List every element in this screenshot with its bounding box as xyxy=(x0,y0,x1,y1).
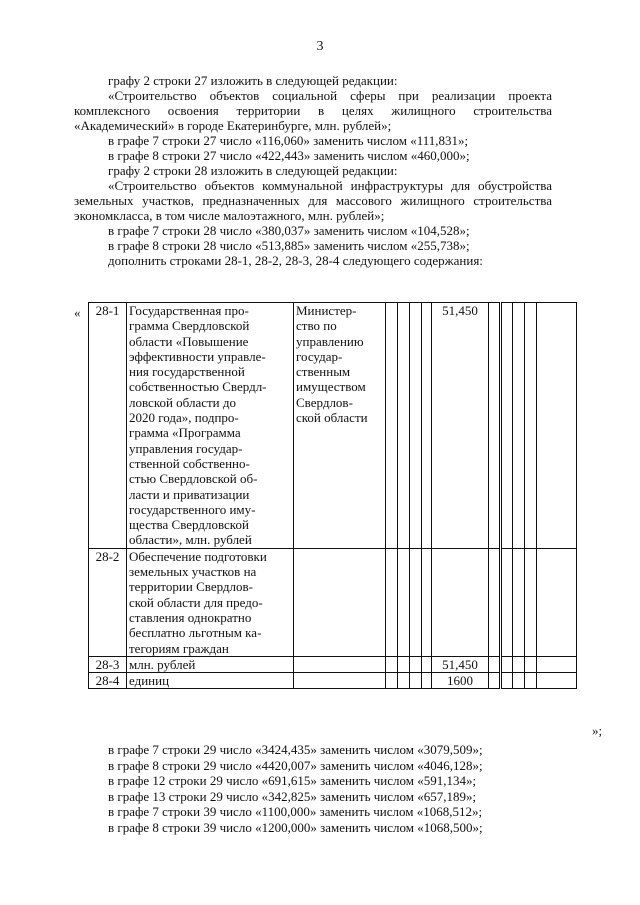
paragraph: дополнить строками 28-1, 28-2, 28-3, 28-4 следующего содержания: xyxy=(108,253,483,268)
row-name-line: Государственная про- xyxy=(129,303,249,318)
paragraph: в графе 7 строки 29 число «3424,435» заменить числом «3079,509»; xyxy=(108,742,483,757)
row-name-cell xyxy=(127,673,294,689)
empty-cell xyxy=(398,548,410,656)
row-executor-cell xyxy=(294,673,386,689)
table-row xyxy=(89,303,577,549)
empty-cell xyxy=(501,673,513,689)
row-name-line: единиц xyxy=(129,673,170,689)
row-name-line: ставления однократно xyxy=(129,609,252,625)
row-name-line: тегориям граждан xyxy=(129,640,229,656)
opening-quote: « xyxy=(74,305,81,320)
empty-cell xyxy=(422,548,432,656)
empty-cell xyxy=(410,656,422,672)
paragraph: в графе 13 строки 29 число «342,825» заменить числом «657,189»; xyxy=(108,788,477,804)
empty-cell xyxy=(537,548,577,656)
empty-cell xyxy=(501,548,513,656)
row-name-line: стью Свердловской об- xyxy=(129,471,258,487)
paragraph: «Академический» в городе Екатеринбурге, млн. рублей»; xyxy=(74,118,392,133)
row-name-line: грамма «Программа xyxy=(129,425,241,441)
paragraph: в графе 7 строки 28 число «380,037» заменить числом «104,528»; xyxy=(108,223,470,238)
empty-cell xyxy=(501,656,513,672)
table-row xyxy=(89,656,577,672)
amendment-text-bottom xyxy=(74,742,552,835)
row-name-line: области», млн. рублей xyxy=(129,532,252,548)
row-name-line: щества Свердловской xyxy=(129,517,249,533)
paragraph: «Строительство объектов социальной сферы при реализации проекта xyxy=(108,88,552,103)
empty-cell xyxy=(489,656,501,672)
row-name-cell xyxy=(127,548,294,656)
paragraph: в графе 12 строки 29 число «691,615» заменить числом «591,134»; xyxy=(108,773,477,788)
empty-cell xyxy=(489,673,501,689)
row-value-cell: 51,450 xyxy=(432,656,489,672)
row-value-cell: 51,450 xyxy=(432,303,489,549)
row-value-cell xyxy=(432,548,489,656)
row-number-cell: 28-2 xyxy=(89,548,127,656)
row-name-line: ской области для предо- xyxy=(129,594,263,610)
empty-cell xyxy=(513,656,525,672)
empty-cell xyxy=(537,303,577,549)
empty-cell xyxy=(525,303,537,549)
table-row xyxy=(89,548,577,656)
empty-cell xyxy=(525,548,537,656)
empty-cell xyxy=(422,303,432,549)
closing-quote: »; xyxy=(592,723,603,738)
row-number-cell: 28-4 xyxy=(89,673,127,689)
paragraph: земельных участков, предназначенных для массового жилищного строительства xyxy=(74,193,552,208)
empty-cell xyxy=(386,673,398,689)
row-name-line: государственного иму- xyxy=(129,501,256,517)
empty-cell xyxy=(386,548,398,656)
row-name-line: ловской области до xyxy=(129,394,237,410)
empty-cell xyxy=(501,303,513,549)
row-name-line: области «Повышение xyxy=(129,333,249,349)
paragraph: в графе 7 строки 39 число «1100,000» заменить числом «1068,512»; xyxy=(108,804,483,819)
paragraph: в графе 8 строки 39 число «1200,000» заменить числом «1068,500»; xyxy=(108,819,483,835)
row-name-line: земельных участков на xyxy=(129,564,257,580)
empty-cell xyxy=(398,303,410,549)
paragraph: комплексного освоения территории в целях жилищного строительства xyxy=(74,103,552,118)
row-name-cell xyxy=(127,656,294,672)
row-name-line: грамма Свердловской xyxy=(129,318,250,334)
row-number-cell: 28-1 xyxy=(89,303,127,549)
empty-cell xyxy=(525,656,537,672)
row-executor-line: управлению xyxy=(296,333,364,349)
paragraph: экономкласса, в том числе малоэтажного, млн. рублей»; xyxy=(74,208,385,223)
row-executor-cell xyxy=(294,303,386,549)
row-name-line: млн. рублей xyxy=(129,656,196,672)
empty-cell xyxy=(489,303,501,549)
row-executor-cell xyxy=(294,548,386,656)
row-name-line: ласти и приватизации xyxy=(129,486,250,502)
empty-cell xyxy=(489,548,501,656)
empty-cell xyxy=(537,656,577,672)
empty-cell xyxy=(525,673,537,689)
row-name-line: бесплатно льготным ка- xyxy=(129,625,262,641)
row-name-line: управления государ- xyxy=(129,440,243,456)
table-row xyxy=(89,673,577,689)
row-name-line: эффективности управле- xyxy=(129,348,266,364)
empty-cell xyxy=(422,656,432,672)
row-name-line: ственной собственно- xyxy=(129,455,250,471)
row-name-line: собственностью Свердл- xyxy=(129,379,267,395)
row-name-line: Обеспечение подготовки xyxy=(129,548,267,564)
paragraph: графу 2 строки 27 изложить в следующей редакции: xyxy=(108,73,398,88)
empty-cell xyxy=(410,673,422,689)
empty-cell xyxy=(422,673,432,689)
empty-cell xyxy=(513,673,525,689)
row-name-line: 2020 года», подпро- xyxy=(129,410,239,426)
empty-cell xyxy=(537,673,577,689)
empty-cell xyxy=(398,673,410,689)
row-executor-line: Свердлов- xyxy=(296,394,353,410)
paragraph: графу 2 строки 28 изложить в следующей редакции: xyxy=(108,163,398,178)
row-executor-cell xyxy=(294,656,386,672)
amendment-text-top xyxy=(74,73,552,268)
empty-cell xyxy=(513,548,525,656)
row-name-line: территории Свердлов- xyxy=(129,579,253,595)
paragraph: в графе 8 строки 28 число «513,885» заменить числом «255,738»; xyxy=(108,238,470,253)
empty-cell xyxy=(398,656,410,672)
paragraph: в графе 8 строки 29 число «4420,007» заменить числом «4046,128»; xyxy=(108,757,483,773)
paragraph: в графе 7 строки 27 число «116,060» заменить числом «111,831»; xyxy=(108,133,469,148)
paragraph: в графе 8 строки 27 число «422,443» заменить числом «460,000»; xyxy=(108,148,470,163)
row-executor-line: ской области xyxy=(296,410,368,426)
empty-cell xyxy=(386,656,398,672)
row-number-cell: 28-3 xyxy=(89,656,127,672)
row-executor-line: ственным xyxy=(296,364,351,380)
row-executor-line: Министер- xyxy=(296,303,357,318)
page-number: 3 xyxy=(316,39,324,54)
row-name-line: ния государственной xyxy=(129,364,245,380)
row-name-cell xyxy=(127,303,294,549)
row-executor-line: имуществом xyxy=(296,379,366,395)
empty-cell xyxy=(513,303,525,549)
paragraph: «Строительство объектов коммунальной инфраструктуры для обустройства xyxy=(108,178,552,193)
row-executor-line: ство по xyxy=(296,318,337,334)
inserted-rows-table xyxy=(88,302,577,689)
empty-cell xyxy=(410,303,422,549)
empty-cell xyxy=(386,303,398,549)
empty-cell xyxy=(410,548,422,656)
row-executor-line: государ- xyxy=(296,348,343,364)
row-value-cell: 1600 xyxy=(432,673,489,689)
